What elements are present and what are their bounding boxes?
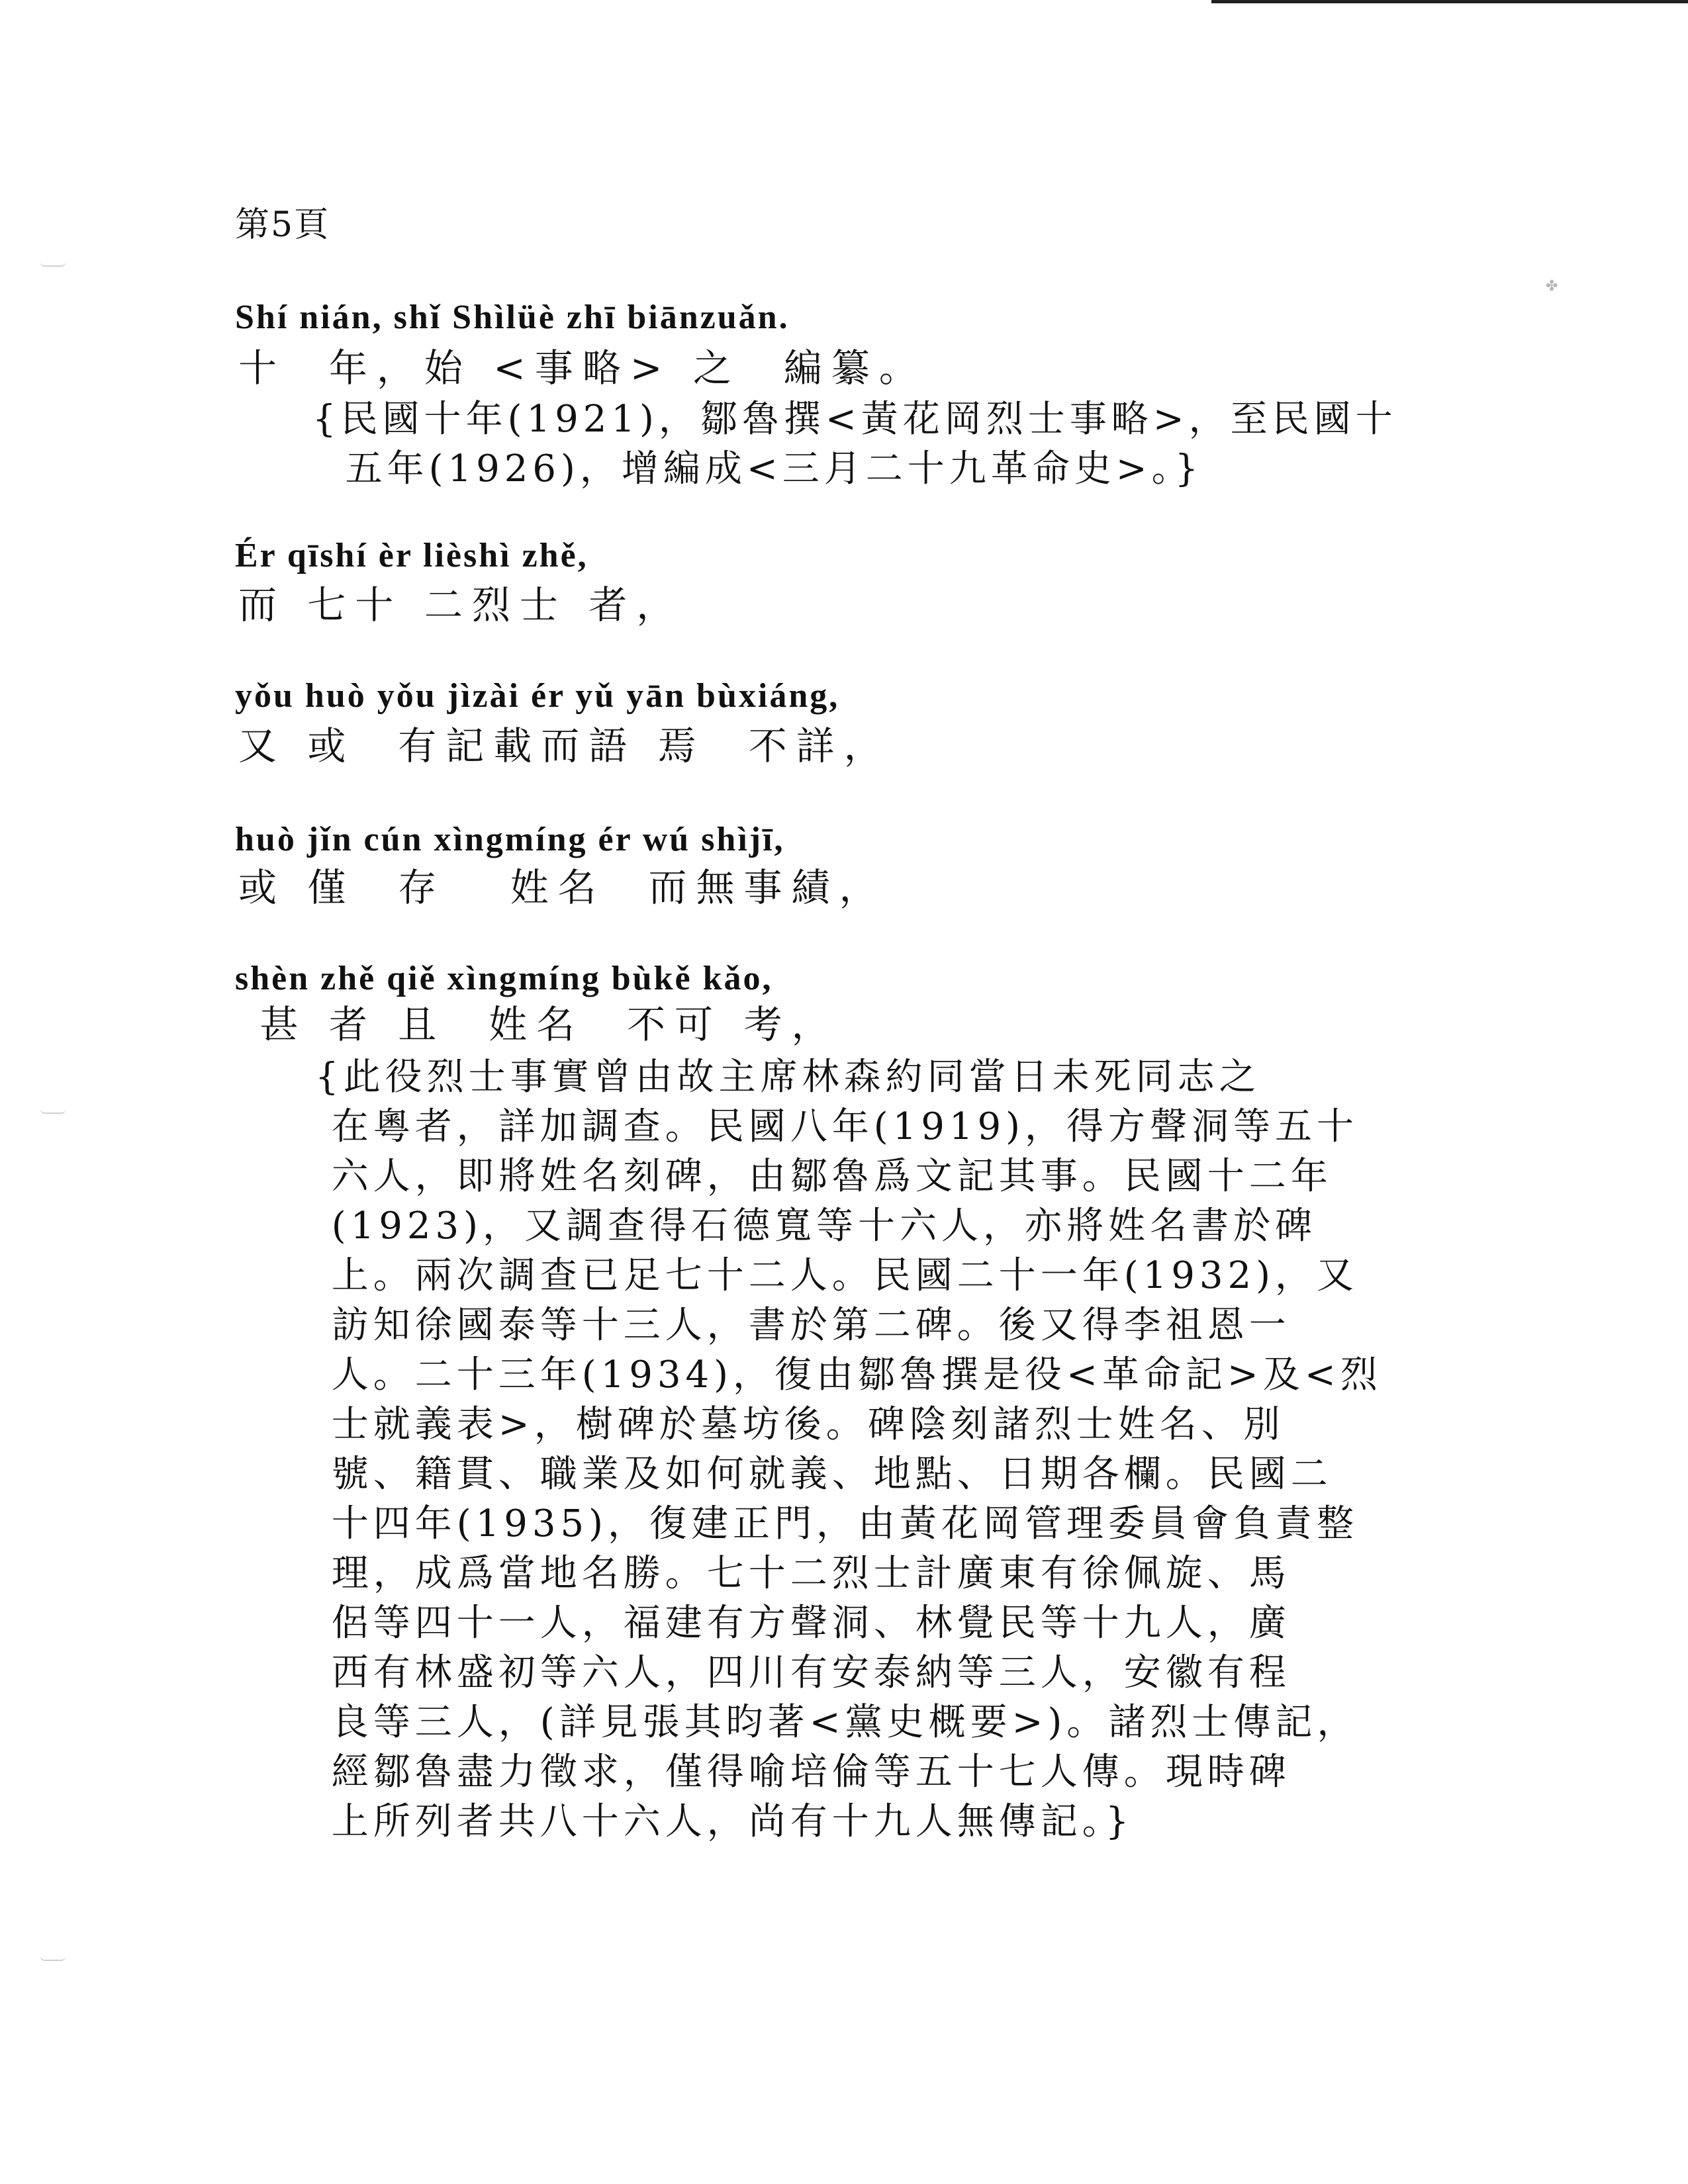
verse-5-note-line: {此役烈士事實曾由故主席林森約同當日未死同志之 [315, 1056, 1261, 1099]
verse-5-note-line: 十四年(1935)，復建正門，由黃花岡管理委員會負責整 [315, 1502, 1359, 1545]
verse-5-note-line: 上。兩次調查已足七十二人。民國二十一年(1932)，又 [315, 1254, 1359, 1297]
verse-4-pinyin: huò jǐn cún xìngmíng ér wú shìjī, [235, 821, 785, 858]
page-label: 第5頁 [235, 205, 330, 245]
scan-edge-line [1211, 0, 1688, 3]
verse-3-hanzi: 又 或 有記載而語 焉 不詳， [238, 723, 892, 768]
verse-2-hanzi: 而 七十 二烈士 者， [238, 582, 684, 627]
verse-5-note-line: 人。二十三年(1934)，復由鄒魯撰是役<革命記>及<烈 [315, 1353, 1382, 1396]
verse-5-note-line: (1923)，又調查得石德寬等十六人，亦將姓名書於碑 [315, 1205, 1317, 1248]
verse-4-hanzi: 或 僅 存 姓名 而無事績， [238, 865, 887, 910]
verse-1-pinyin: Shí nián, shǐ Shìlüè zhī biānzuǎn. [235, 298, 790, 336]
verse-2-pinyin: Ér qīshí èr lièshì zhě, [235, 537, 588, 574]
verse-5-pinyin: shèn zhě qiě xìngmíng bùkě kǎo, [235, 960, 773, 997]
verse-5-note-line: 號、籍貫、職業及如何就義、地點、日期各欄。民國二 [315, 1453, 1333, 1496]
verse-5-note-line: 西有林盛初等六人，四川有安泰納等三人，安徽有程 [315, 1651, 1291, 1694]
punch-hole-mark [40, 1956, 66, 1961]
verse-5-note-line: 訪知徐國泰等十三人，書於第二碑。後又得李祖恩一 [315, 1304, 1291, 1347]
verse-5-note-line: 上所列者共八十六人，尚有十九人無傳記。} [315, 1800, 1134, 1843]
scan-speck: ✤ [1546, 278, 1558, 295]
verse-5-note-line: 在粵者，詳加調查。民國八年(1919)，得方聲洞等五十 [315, 1105, 1359, 1148]
punch-hole-mark [40, 261, 66, 267]
verse-5-note-line: 經鄒魯盡力徵求，僅得喻培倫等五十七人傳。現時碑 [315, 1751, 1291, 1794]
verse-3-pinyin: yǒu huò yǒu jìzài ér yǔ yān bùxiáng, [235, 677, 840, 715]
verse-5-note-line: 侶等四十一人，福建有方聲洞、林覺民等十九人，廣 [315, 1602, 1291, 1645]
verse-5-hanzi: 甚 者 且 姓名 不可 考， [238, 1002, 839, 1047]
verse-1-note-line: 五年(1926)，增編成<三月二十九革命史>。} [312, 447, 1203, 490]
verse-5-note-line: 士就義表>，樹碑於墓坊後。碑陰刻諸烈士姓名、別 [315, 1403, 1285, 1446]
verse-1-note-line: {民國十年(1921)，鄒魯撰<黃花岡烈士事略>，至民國十 [312, 398, 1397, 441]
verse-5-note-line: 良等三人，(詳見張其昀著<黨史概要>)。諸烈士傳記， [315, 1701, 1359, 1744]
verse-1-hanzi: 十 年，始 <事略> 之 編纂。 [238, 345, 927, 390]
verse-5-note-line: 六人，即將姓名刻碑，由鄒魯爲文記其事。民國十二年 [315, 1155, 1333, 1198]
verse-5-note-line: 理，成爲當地名勝。七十二烈士計廣東有徐佩旋、馬 [315, 1552, 1291, 1595]
punch-hole-mark [40, 1109, 66, 1114]
